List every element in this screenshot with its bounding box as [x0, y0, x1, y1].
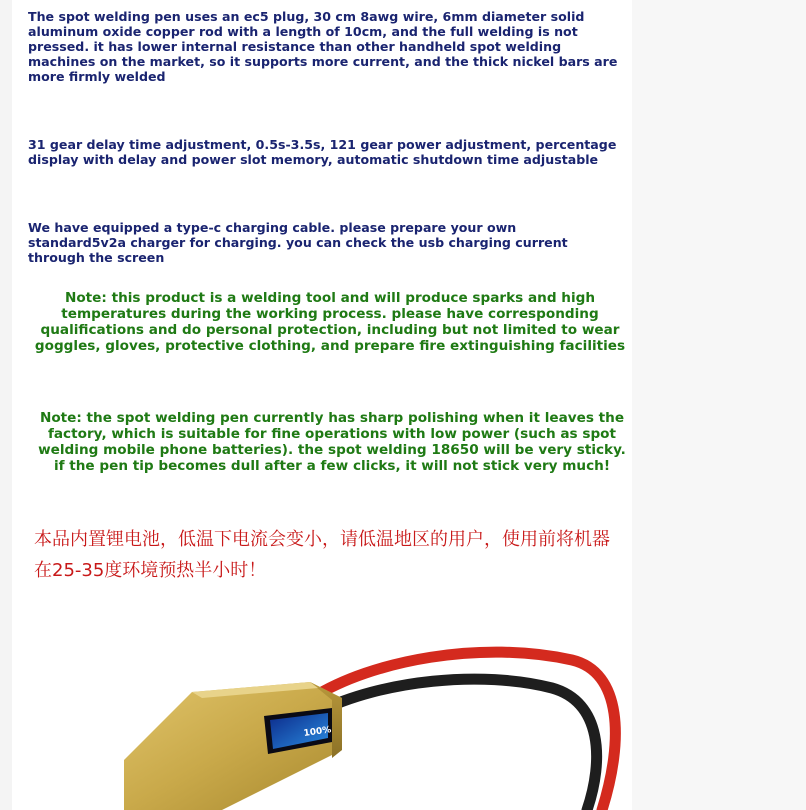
- low-temperature-warning: 本品内置锂电池，低温下电流会变小，请低温地区的用户，使用前将机器在25-35度环境预热半小时！: [34, 529, 610, 581]
- product-description-page: [12, 0, 632, 810]
- right-gutter: [632, 0, 806, 810]
- safety-note: Note: this product is a welding tool and will produce sparks and high temperatures during the working process. please have corresponding qualifications and do personal protection, including but not limited to wear goggles, gloves, protective clothing, and prepare fire extinguishing facilities: [34, 290, 626, 354]
- device-screen-percent: 100%: [303, 725, 332, 739]
- spec-paragraph-charging: We have equipped a type-c charging cable. please prepare your own standard5v2a charger for charging. you can check the usb charging current through the screen: [28, 220, 568, 265]
- spec-paragraph-wire: The spot welding pen uses an ec5 plug, 30 cm 8awg wire, 6mm diameter solid aluminum oxide copper rod with a length of 10cm, and the full welding is not pressed. it has lower internal resistance than other handheld spot welding machines on the market, so it supports more current, and the thick nickel bars are more firmly welded: [28, 9, 618, 84]
- pen-tip-note: Note: the spot welding pen currently has sharp polishing when it leaves the factory, which is suitable for fine operations with low power (such as spot welding mobile phone batteries). the spot welding 18650 will be very sticky. if the pen tip becomes dull after a few clicks, it will not stick very much!: [38, 410, 626, 474]
- spec-paragraph-adjustment: 31 gear delay time adjustment, 0.5s-3.5s, 121 gear power adjustment, percentage display with delay and power slot memory, automatic shutdown time adjustable: [28, 137, 617, 167]
- product-photo: [12, 600, 632, 810]
- spot-welder-illustration: [12, 600, 632, 810]
- black-cable: [318, 679, 597, 810]
